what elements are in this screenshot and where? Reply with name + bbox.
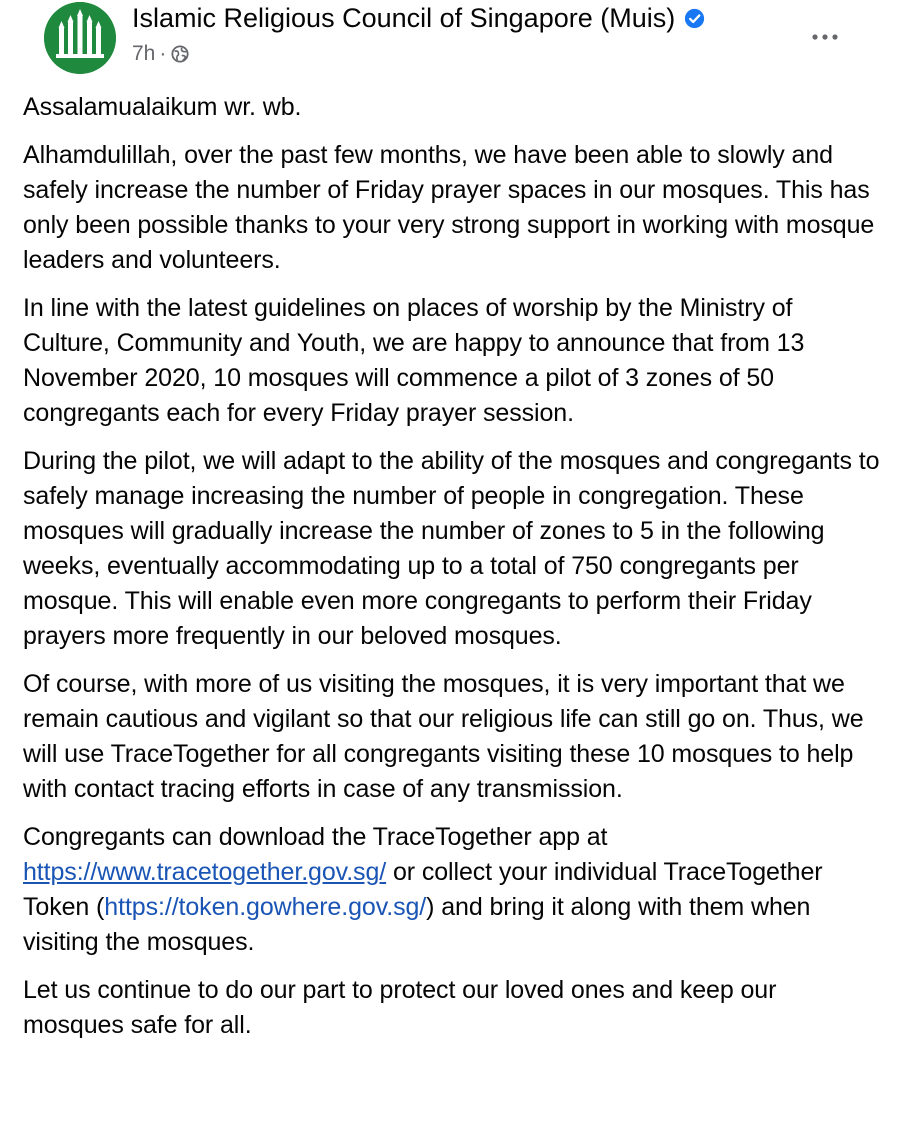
- more-options-icon[interactable]: [810, 30, 840, 44]
- tracetogether-link[interactable]: https://www.tracetogether.gov.sg/: [23, 858, 387, 886]
- post-body: [23, 90, 883, 1056]
- paragraph-5-text-3: ) and bring it along with them when visiting the mosques.: [23, 893, 811, 956]
- globe-icon[interactable]: [171, 45, 189, 63]
- paragraph-5-text-2: or collect your individual TraceTogether Token (: [23, 858, 823, 921]
- post-paragraph-5: [23, 820, 883, 960]
- post-paragraph-1: Alhamdulillah, over the past few months, we have been able to slowly and safely increase the number of Friday prayer spaces in our mosques. This has only been possible thanks to your very strong support in working with mosque leaders and volunteers.: [23, 141, 875, 274]
- muis-logo-icon: [44, 2, 116, 74]
- post-closing: Let us continue to do our part to protect our loved ones and keep our mosques safe for all.: [23, 976, 777, 1039]
- post-paragraph-2: In line with the latest guidelines on places of worship by the Ministry of Culture, Community and Youth, we are happy to announce that from 13 November 2020, 10 mosques will commence a pilot of 3 zones of 50 congregants each for every Friday prayer session.: [23, 294, 805, 427]
- post-header: [22, 0, 878, 88]
- page-avatar[interactable]: [44, 2, 116, 74]
- meta-separator: ·: [159, 42, 167, 65]
- token-gowhere-link[interactable]: https://token.gowhere.gov.sg/: [104, 893, 427, 921]
- post-greeting: Assalamualaikum wr. wb.: [23, 93, 302, 121]
- post-timestamp[interactable]: 7h: [132, 42, 156, 65]
- page-name-link[interactable]: [132, 3, 705, 34]
- post-paragraph-4: Of course, with more of us visiting the mosques, it is very important that we remain cautious and vigilant so that our religious life can still go on. Thus, we will use TraceTogether for all congregants visiting these 10 mosques to help with contact tracing efforts in case of any transmission.: [23, 670, 864, 803]
- page-name[interactable]: Islamic Religious Council of Singapore (Muis): [132, 3, 676, 33]
- post-meta: [132, 42, 189, 66]
- post-paragraph-3: During the pilot, we will adapt to the ability of the mosques and congregants to safely manage increasing the number of people in congregation. These mosques will gradually increase the number of zones to 5 in the following weeks, eventually accommodating up to a total of 750 congregants per mosque. This will enable even more congregants to perform their Friday prayers more frequently in our beloved mosques.: [23, 447, 880, 650]
- verified-badge-icon: [684, 8, 705, 29]
- paragraph-5-text-1: Congregants can download the TraceTogether app at: [23, 823, 608, 851]
